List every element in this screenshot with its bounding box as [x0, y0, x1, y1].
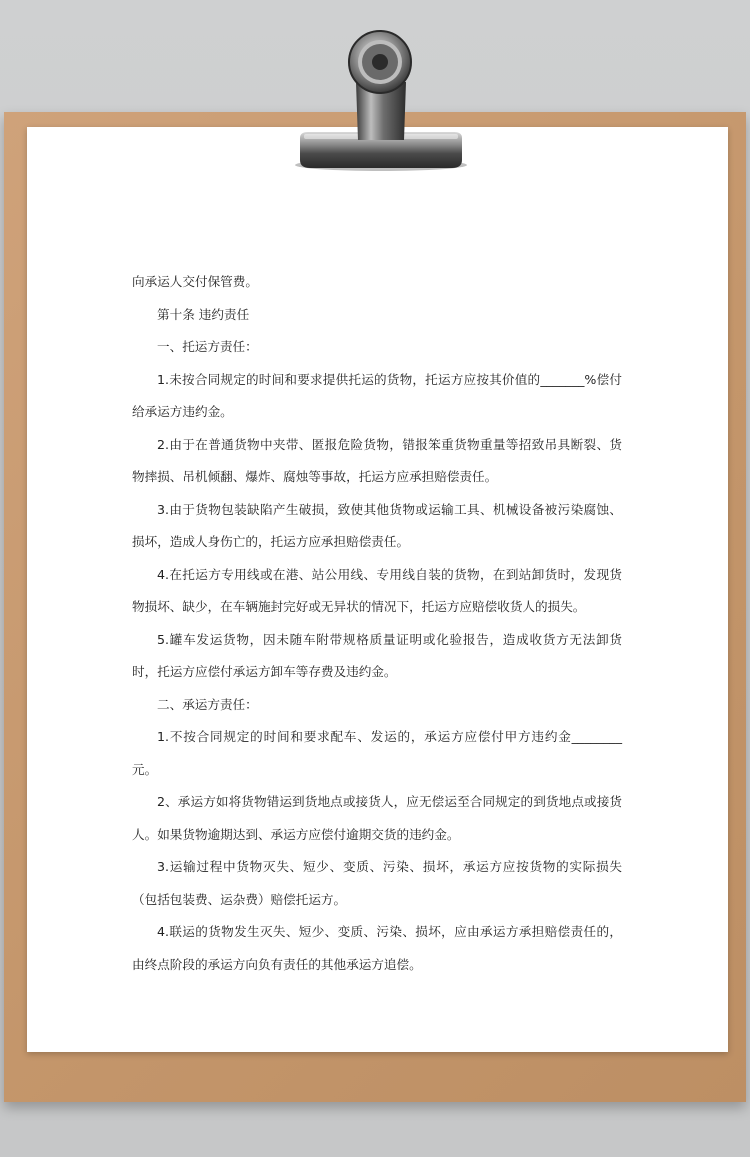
contract-text: [132, 266, 622, 981]
paragraph: 1.未按合同规定的时间和要求提供托运的货物，托运方应按其价值的_______%偿付给承运方违约金。: [132, 371, 622, 419]
paragraph: 向承运人交付保管费。: [132, 274, 258, 289]
paragraph: 3.运输过程中货物灭失、短少、变质、污染、损坏，承运方应按货物的实际损失（包括包装费、运杂费）赔偿托运方。: [132, 859, 622, 907]
paragraph: 二、承运方责任：: [157, 696, 258, 712]
paragraph: 一、托运方责任：: [157, 339, 258, 354]
paragraph: 5.罐车发运货物，因未随车附带规格质量证明或化验报告，造成收货方无法卸货时，托运方应偿付承运方卸车等存费及违约金。: [132, 631, 622, 679]
paragraph: 4.在托运方专用线或在港、站公用线、专用线自装的货物，在到站卸货时，发现货物损坏、缺少，在车辆施封完好或无异状的情况下，托运方应赔偿收货人的损失。: [132, 566, 622, 614]
paragraph: 4.联运的货物发生灭失、短少、变质、污染、损坏，应由承运方承担赔偿责任的，由终点阶段的承运方向负有责任的其他承运方追偿。: [132, 924, 622, 972]
paragraph: 第十条 违约责任: [157, 306, 250, 322]
paragraph: 1.不按合同规定的时间和要求配车、发运的，承运方应偿付甲方违约金________元。: [132, 729, 622, 777]
paragraph: 3.由于货物包装缺陷产生破损，致使其他货物或运输工具、机械设备被污染腐蚀、损坏，造成人身伤亡的，托运方应承担赔偿责任。: [132, 501, 622, 549]
paragraph: 2、承运方如将货物错运到货地点或接货人，应无偿运至合同规定的到货地点或接货人。如果货物逾期达到、承运方应偿付逾期交货的违约金。: [132, 794, 622, 842]
paragraph: 2.由于在普通货物中夹带、匿报危险货物，错报笨重货物重量等招致吊具断裂、货物摔损、吊机倾翻、爆炸、腐烛等事故，托运方应承担赔偿责任。: [132, 436, 622, 484]
